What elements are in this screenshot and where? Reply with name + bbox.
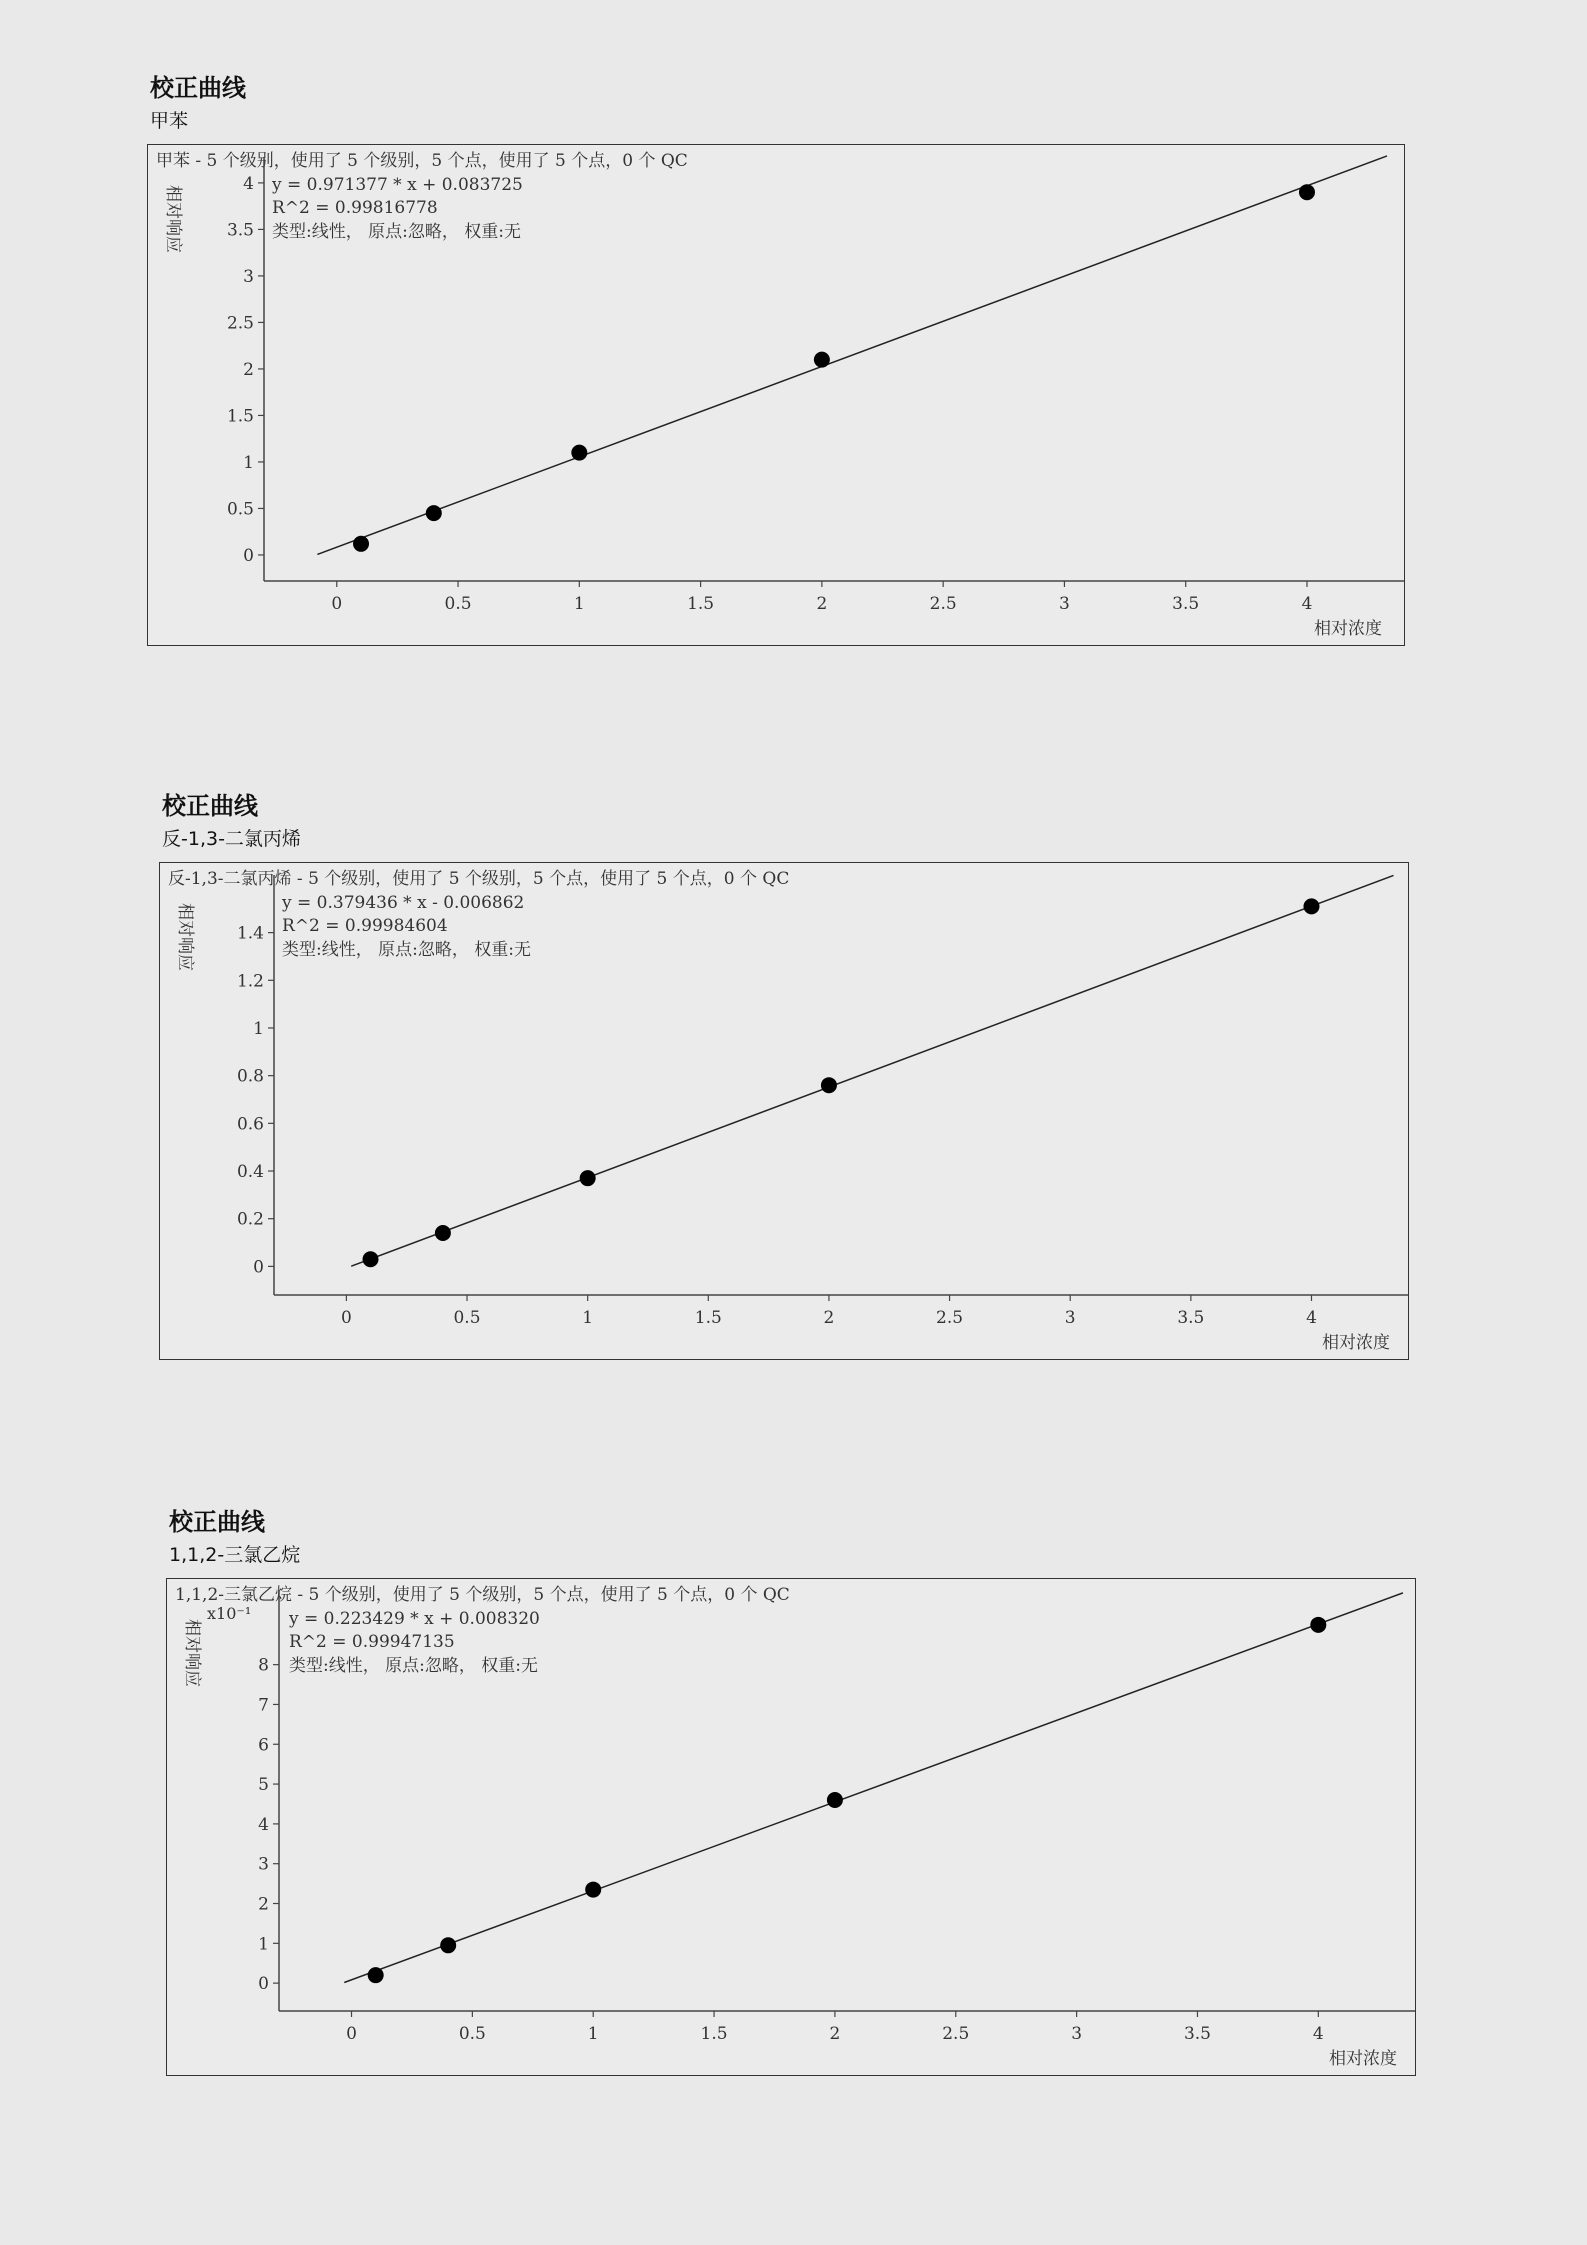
data-point [821, 1077, 837, 1093]
x-tick-label: 2 [823, 1308, 835, 1328]
compound-name: 1,1,2-三氯乙烷 [169, 1544, 301, 1566]
x-tick-label: 2.5 [942, 2024, 970, 2044]
x-tick-label: 0.5 [453, 1308, 481, 1328]
x-tick-label: 3 [1064, 1308, 1076, 1328]
y-axis-label: 相对响应 [182, 1619, 202, 1687]
data-point [1299, 184, 1315, 200]
data-point [1310, 1617, 1326, 1633]
y-tick-label: 1 [253, 1018, 264, 1039]
y-tick-label: 0.6 [236, 1114, 264, 1135]
x-tick-label: 2.5 [929, 594, 957, 614]
x-axis-label: 相对浓度 [1322, 1333, 1390, 1353]
y-tick-label: 0 [243, 545, 254, 566]
data-point [435, 1225, 451, 1241]
x-tick-label: 1 [573, 594, 585, 614]
x-tick-label: 1 [582, 1308, 594, 1328]
x-tick-label: 2 [816, 594, 828, 614]
section-heading: 校正曲线 [162, 792, 258, 820]
equation-text: y = 0.379436 * x - 0.006862 [282, 893, 525, 913]
compound-name: 甲苯 [150, 110, 189, 132]
data-point [814, 352, 830, 368]
y-tick-label: 6 [258, 1735, 269, 1756]
section-heading: 校正曲线 [150, 74, 246, 102]
x-axis-label: 相对浓度 [1314, 619, 1382, 639]
y-tick-label: 4 [243, 173, 254, 194]
x-tick-label: 0 [331, 594, 343, 614]
calibration-chart-2 [159, 862, 1409, 1360]
chart-svg [160, 863, 1410, 1361]
chart-svg [167, 1579, 1417, 2077]
compound-name: 反-1,3-二氯丙烯 [162, 828, 301, 850]
r2-text: R^2 = 0.99816778 [272, 198, 438, 218]
equation-text: y = 0.971377 * x + 0.083725 [272, 175, 523, 195]
fit-info-text: 类型:线性， 原点:忽略， 权重:无 [282, 940, 531, 960]
y-tick-label: 0.8 [236, 1066, 264, 1087]
x-tick-label: 0 [346, 2024, 357, 2044]
x-tick-label: 1 [587, 2024, 599, 2044]
data-point [1303, 898, 1319, 914]
x-tick-label: 4 [1301, 594, 1313, 614]
y-tick-label: 3 [258, 1854, 269, 1875]
fit-line [351, 875, 1393, 1266]
y-tick-label: 5 [258, 1775, 269, 1796]
r2-text: R^2 = 0.99947135 [289, 1632, 455, 1652]
x-tick-label: 1.5 [694, 1308, 722, 1328]
fit-line [344, 1593, 1403, 1983]
y-tick-label: 3.5 [226, 220, 254, 241]
summary-text: 反-1,3-二氯丙烯 - 5 个级别，使用了 5 个级别，5 个点，使用了 5 个点，0 个 QC [168, 869, 790, 889]
equation-text: y = 0.223429 * x + 0.008320 [289, 1609, 540, 1629]
x-tick-label: 3.5 [1172, 594, 1200, 614]
data-point [368, 1967, 384, 1983]
y-tick-label: 0 [253, 1257, 264, 1278]
x-tick-label: 2 [829, 2024, 841, 2044]
fit-info-text: 类型:线性， 原点:忽略， 权重:无 [272, 222, 521, 242]
x-tick-label: 2.5 [936, 1308, 964, 1328]
x-tick-label: 0.5 [458, 2024, 486, 2044]
calibration-chart-1 [147, 144, 1405, 646]
chart-svg [148, 145, 1406, 647]
fit-info-text: 类型:线性， 原点:忽略， 权重:无 [289, 1656, 538, 1676]
y-tick-label: 1 [258, 1934, 269, 1955]
y-axis-label: 相对响应 [175, 903, 195, 971]
y-tick-label: 1.2 [236, 971, 264, 992]
y-tick-label: 4 [258, 1814, 269, 1835]
data-point [426, 505, 442, 521]
y-tick-label: 2.5 [226, 313, 254, 334]
x-tick-label: 1.5 [687, 594, 715, 614]
y-axis-label: 相对响应 [163, 185, 183, 253]
data-point [571, 445, 587, 461]
x-axis-label: 相对浓度 [1329, 2049, 1397, 2069]
x-tick-label: 3 [1059, 594, 1070, 614]
data-point [580, 1170, 596, 1186]
y-multiplier: x10⁻¹ [207, 1604, 252, 1623]
x-tick-label: 1.5 [700, 2024, 728, 2044]
summary-text: 甲苯 - 5 个级别，使用了 5 个级别，5 个点，使用了 5 个点，0 个 QC [156, 151, 688, 171]
r2-text: R^2 = 0.99984604 [282, 916, 448, 936]
calibration-chart-3 [166, 1578, 1416, 2076]
y-tick-label: 0.4 [236, 1162, 264, 1183]
data-point [363, 1251, 379, 1267]
x-tick-label: 3 [1071, 2024, 1083, 2044]
summary-text: 1,1,2-三氯乙烷 - 5 个级别，使用了 5 个级别，5 个点，使用了 5 个点，0 个 QC [175, 1585, 790, 1605]
y-tick-label: 1 [243, 452, 254, 473]
y-tick-label: 8 [258, 1655, 269, 1676]
data-point [353, 536, 369, 552]
data-point [440, 1937, 456, 1953]
y-tick-label: 2 [243, 359, 254, 380]
x-tick-label: 0.5 [444, 594, 472, 614]
x-tick-label: 3.5 [1183, 2024, 1211, 2044]
y-tick-label: 1.4 [236, 923, 264, 944]
x-tick-label: 4 [1312, 2024, 1324, 2044]
data-point [827, 1792, 843, 1808]
y-tick-label: 0.5 [226, 499, 254, 520]
x-tick-label: 3.5 [1177, 1308, 1205, 1328]
y-tick-label: 2 [258, 1894, 269, 1915]
x-tick-label: 4 [1306, 1308, 1317, 1328]
x-tick-label: 0 [340, 1308, 352, 1328]
y-tick-label: 7 [258, 1695, 269, 1716]
y-tick-label: 0 [258, 1974, 269, 1995]
data-point [585, 1882, 601, 1898]
y-tick-label: 0.2 [236, 1209, 264, 1230]
section-heading: 校正曲线 [169, 1508, 265, 1536]
y-tick-label: 3 [243, 266, 254, 287]
y-tick-label: 1.5 [226, 406, 254, 427]
fit-line [317, 156, 1387, 554]
